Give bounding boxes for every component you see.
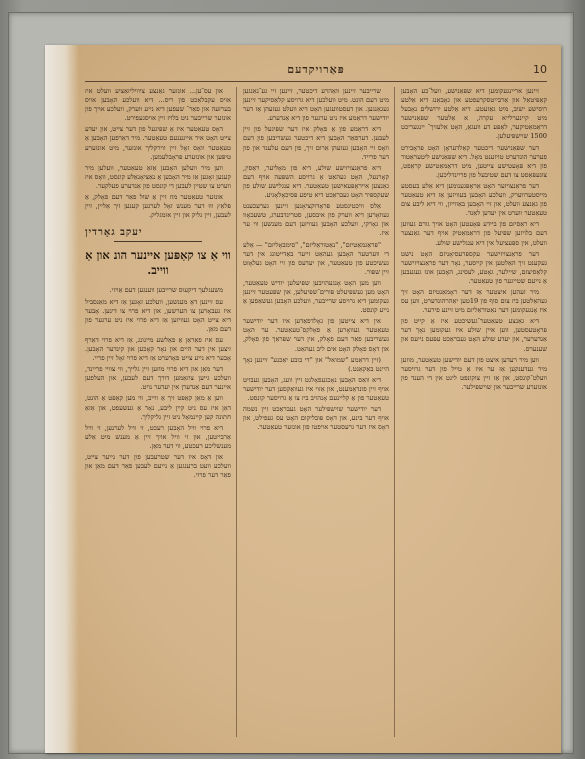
paragraph: דאָס טעאַטער איז אַ שפּיגעל פון דער צייט, און יעדע צייט האָט איר אייגענעם טעאַטער. מיר דאַרפען האָבען אַ טעאַטער וואָס זאָל זיין ווירקליך אונזער, מיט אונזערע טיפּען און אונזערע פּראָבלעמען. <box>85 125 231 161</box>
paragraph: דער פראַנצויזישער עקספּרעסיאָניזם האָט נישט געקענט זיך האַלטען אין קייסער, נאָר דער פראַנצויזישער קלאַסיצזם, שיילער, גאָטע, לעסינג, האָבען אונז געגעבען אַ נייעם שטייגער פון טעאַטער. <box>401 249 547 285</box>
column-left <box>85 87 231 743</box>
paragraph: און עס־ען... אונזער גאַנצע ציוויליזאַציע וועלט איז אויס עקבלאַכט פון ריס... דיא וועלכע האָבען אויס בערזעה און פאַר־ שעפען דיא נייע ווערק, וועלכע אויך פון אונזער שרייבער ניט בלויז זיין אויסגעפירט. <box>85 87 231 123</box>
page-header <box>85 63 547 79</box>
paragraph: דיא פרוי וויל האָבען רעכט, זי וויל לערנען, זי וויל אַרבייטען, און זי וויל אויך זיין אַ מענש מיט אַלע מענשליכע רעכטע, ווי דער מאַן. <box>85 423 231 450</box>
periodical-title: פּאַרויקדעם <box>287 63 345 76</box>
paragraph: זיינען אריינגעקומען דיא שפּאַנישע, וועל־כע האָבען קאַפּיטאַל און אַרבּייטסקרעפטע און גאָבאַנג דיא אַלטע רוסישע ישוב, מיט גאַזעטע. דיא אַלטע ירושלים נאָבעל מיט קיינערלייא עקרה, א אַלטער שפּאַנישער דראַמאַטיקער, לאַפּע דע וועגאַ, האָט אַלעזיך־ יינגעריכט 1500 שוישפּיעלען. <box>401 87 547 141</box>
author-signature: יעקב גאָרדין <box>85 227 143 239</box>
paragraph: דער שפּאַנישער דיכטער קאַלדעראָן האָט פּראָבירט פערער הונדערט טויזענט מאָל. דיא שפּאַנישע ליטעראַטור פון דיא פּאָעטישע צייטען, מיט דראַמאַטישע קראַפט, צוגעפּאַסט צו דעם שטיבעל פון פריינדליכען. <box>401 143 547 179</box>
column-middle <box>243 87 389 743</box>
paragraph: "פּראַגמאַטיזם", "נאַטוראַליזם", "סימבאָליזם" — אַלע די ווערטער האָבען געהאַט זייער באַדייטונג אין דער געשיכטע פון טעאַטער, און יעדעס פון זיי האָט געלאָזט זיין שפּור. <box>243 240 389 276</box>
paragraph: אין דיא צייטען פון גאָלדפאַדען איז דער יודישער טעאַטער געוואָרען אַ פאָלקס־טעאַטער. ער האָט געשריבען פאַר דעם פאָלק, אין דער שפּראַך פון פאָלק, און דאָס פאָלק האָט אים ליב געהאַט. <box>243 317 389 353</box>
paragraph: ווען אַ מאַן קאַפּט זיך אַ ווייב, ווי מען קאַפּט אַ הונט, דאַן איז עס ניט קיין ליבע, נאָר אַ געשעפט, און אַזאַ חתונה קען קיינמאָל ניט זיין גליקליך. <box>85 394 231 421</box>
paragraph: עס זיינען דאָ מענשען, וועלכע זאָגען אַז דיא מאַנסביל איז געבאָרען צו הערשען, און דיא פרוי צו דינען. אָבער דיא צייט האָט געוויזען אַז דיא פרוי איז ניט ערגער פון דעם מאַן. <box>85 297 231 333</box>
paragraph: דיא ראַסיזם פון ביידע פּאָעטען האָט אויך גורם געווען דעם בלויזען שפּיעל פון דראַמאַטיק אויף דער גאַנצער וועלט, אין ספּעציעל אין דיא ענגלישע שולע. <box>401 220 547 247</box>
paragraph: דער פראַנצויזער האָט אַראָפּגענומען דיא אַלע בעסטע מייסטערווערק, וועלכע האָבען בעוויזען אַז דיא טעאַטער פון גאַנצע וועלט, און זיי האָבען באַווייזן, ווי דיא ליבע צום טעאַטער ווערט אין יעדען לאַנד. <box>401 181 547 218</box>
column-separator <box>394 87 395 737</box>
column-separator <box>236 87 237 737</box>
paragraph: דיא גאַנצע טעאַטער־געשיכטע איז אַ קייט פון פּראָטעסטען, ווען איין שולע איז געקומען נאָך דער אַנדערער, און יעדע שולע האָט געבראַכט עפּעס נייעס און שענערס. <box>401 317 547 353</box>
paragraph: מיר זעהען איצטער אַז דער ראָמאַנטיזם האָט זיך געהאַלטען ביז צום סוף פון 19טען יאַהרהונדערט, ווען עס איז אָנגעקומען דער נאַטוראַליזם מיט זיינע פירער. <box>401 287 547 315</box>
paragraph: דיא דראַמע פון אַ פאָלק איז דער שפּיגעל פון זיין לעבען. דערפאַר האָבען דיא דיכטער געשריבען פון דעם וואָס זיי האָבען געזעהן אַרום זיך, פון דעם עלענד און פון דער פרייד. <box>243 125 389 161</box>
newspaper-page <box>45 45 561 753</box>
article-divider <box>114 241 202 242</box>
paragraph: משעגלעך דיקעוס שרייבען ווענגען דעם אַויזי. <box>109 286 223 295</box>
paragraph: ווען מיר רעדען איצט פון דעם יודישען טעאַטער, מוזען מיר געדענקען אַז ער איז אַ טייל פון דער גרויסער וועלט־קונסט, און אַז זיין צוקונפט ליגט אין די הענד פון אונזערע שרייבער און שוישפּילער. <box>401 355 547 391</box>
scanned-sheet <box>8 12 574 754</box>
page-fold-edge <box>45 45 79 753</box>
article-title: ווי אַ צו קאַפּען איינער הונ און אַ ווייב. <box>85 248 231 278</box>
paragraph: עס איז פאַראַן אַ פאַלשע מיינונג, אַז דיא פרוי דאַרף זיצען אין דער היים און נאָר קאָכען און קינדער האָבען. אָבער דיא נייע צייט פאָדערט אַז דיא פרוי זאָל זיין פריי. <box>85 335 231 363</box>
paragraph: דער מאַן און דיא פרוי מוזען זיין גלייך, ווי צוויי פריינד, וועלכע גייען צוזאַמען דורך דעם לעבען, און העלפען איינער דעם אַנדערן אין יעדער נויט. <box>85 365 231 392</box>
paragraph: דיא פראַנצויזישע שולע, דיא פון מאָליער, ראַסין, קאָרנעל, האָט געהאַט אַ גרויסע השפּעה אויף דעם גאַנצען אייראָפּעאישען טעאַטער. דיא ענגלישע שולע פון שעקספּיר האָט געבראַכט דיא טיפע פּסיכאָלאָגיע. <box>243 163 389 200</box>
paragraph: אונזער טעאַטער מוז זיין אַ שול פאַר דעם פאָלק, אַ פּלאַץ וווּ דער מענש זאָל לערנען קענען זיך אַליין, זיין לעבען, זיין גליק און זיין אומגליק. <box>85 193 231 220</box>
paragraph: ווען מען האָט אָנגעהויבען שפּיעלען יודיש טעאַטער, האָט מען געשפּיעלט פּורים־שפּיעלען, און שפּעטער זיינען געקומען דיא גרויסע שרייבער, וועלכע האָבען געשאַפען אַ נייע קונסט. <box>243 278 389 315</box>
header-rule <box>85 81 547 82</box>
paragraph: אַלס וויכטיגסטע פּראָדוקציאָנען זיינען גערעכענט געוואָרען דיא ווערק פון איבסען, סטרינדבערג, טשעכאָוו און גאָרקי, וועלכע האָבען געוויזען דעם מענשען ווי ער איז. <box>243 202 389 238</box>
page-number: 10 <box>533 63 547 76</box>
paragraph: דער יודישער שוישפּילער האָט געבראַכט זיין נשמה אויף דער בינע, און דאָס פּובליקום האָט עס געפילט, און דאָס איז דער גרעסטער אויפטו פון אונזער טעאַטער. <box>243 405 389 432</box>
paragraph: (זיין דראַמע "שמואל" און "די בובע יאַכנע" זיינען נאָך היינט באַקאַנט.) <box>243 355 389 373</box>
paragraph: דיא וואַס האָבען נאָכגעפאָלגט זיין וועג, האָבען געבויט אויף זיין פונדאַמענט, און אַזוי איז געוואַקסען דער יודישער טעאַטער פון אַ קליינעם אָנהויב ביז צו אַ גרויסער קונסט. <box>243 375 389 402</box>
paragraph: שרייבער זיינען וואַהרע דיכטער, זיינען זיי גע־נאַנגען מיט דעם הונט. מיט וועלכען דיא גרויסע קלאַסיקער זיינען געגאַנגען. און דעסטוועגען האָט דיא וועלט געזעהן אַז דער יודישער דראַמע איז ניט ערגער פון דיא אַנדערע. <box>243 87 389 123</box>
paragraph: ווען מיר וועלען האָבען אַזאַ טעאַטער, וועלען מיר קענען זאָגען אַז מיר האָבען אַ נאַציאָנאַלע קונסט, וואָס איז ווערט צו שטיין לעבען די קונסט פון אַנדערע פעלקער. <box>85 163 231 190</box>
column-right <box>401 87 547 743</box>
paragraph: און דאָס איז דער שטרעבען פון דער נייער צייט, וועלכע וועט ברענגען אַ נייעם לעבען פאַר דעם מאַן און פאַר דער פרוי. <box>85 453 231 480</box>
